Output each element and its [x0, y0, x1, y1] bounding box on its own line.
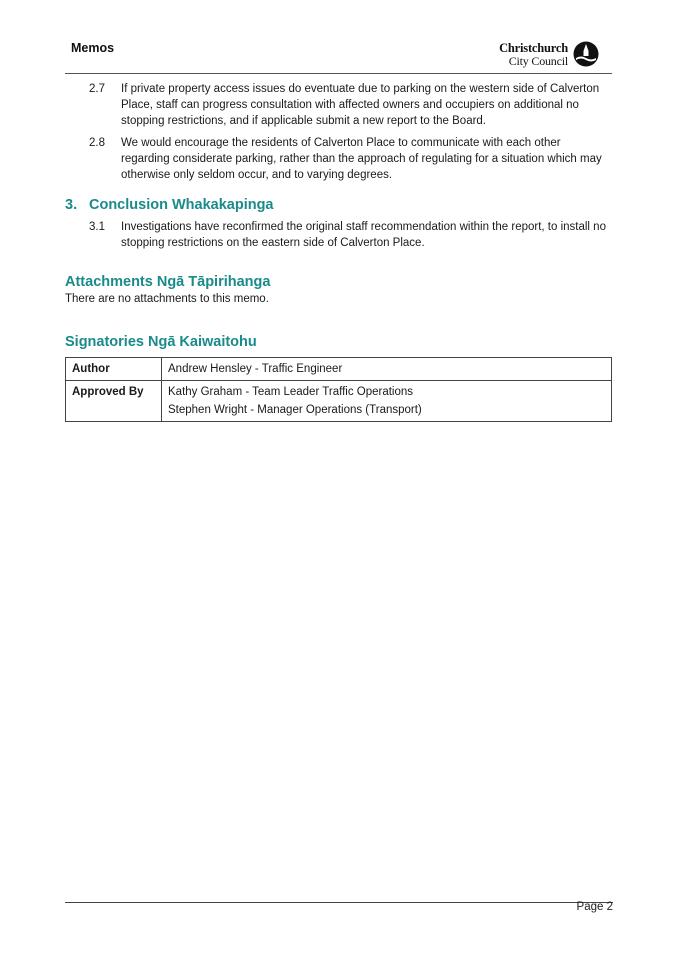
paragraph-number: 2.7 — [89, 83, 105, 95]
paragraph-number: 2.8 — [89, 137, 105, 149]
table-row — [66, 381, 612, 422]
paragraph-2-8 — [65, 135, 612, 183]
approver-1: Kathy Graham - Team Leader Traffic Operations — [168, 386, 414, 398]
header-rule — [65, 73, 612, 74]
paragraph-3-1 — [65, 219, 612, 251]
footer-rule — [65, 902, 613, 903]
cathedral-mark-icon — [573, 41, 599, 67]
council-logo — [497, 41, 601, 69]
author-label: Author — [66, 358, 162, 381]
attachments-text: There are no attachments to this memo. — [65, 293, 269, 305]
logo-text-line1: Christchurch — [499, 41, 568, 55]
attachments-heading: Attachments Ngā Tāpirihanga — [65, 274, 271, 290]
paragraph-text: We would encourage the residents of Calverton Place to communicate with each other regarding considerate parking, rather than the approach of regulating for a situation which may otherwise only seldom occur, and to varying degrees. — [121, 137, 602, 181]
conclusion-heading — [65, 197, 274, 213]
table-row — [66, 358, 612, 381]
paragraph-text: If private property access issues do eventuate due to parking on the western side of Calverton Place, staff can progress consultation with affected owners and occupiers on additional no stopping restrictions, and if applicable submit a new report to the Board. — [121, 83, 600, 127]
paragraph-number: 3.1 — [89, 221, 105, 233]
memo-header-title: Memos — [71, 41, 115, 55]
logo-text-line2: City Council — [508, 54, 568, 68]
paragraph-2-7 — [65, 81, 612, 129]
approver-2: Stephen Wright - Manager Operations (Transport) — [168, 404, 422, 416]
approved-label: Approved By — [66, 381, 162, 422]
approved-value — [162, 381, 612, 422]
section-title: Conclusion Whakakapinga — [89, 197, 274, 213]
author-value: Andrew Hensley - Traffic Engineer — [162, 358, 612, 381]
page-number: Page 2 — [576, 901, 613, 913]
section-number: 3. — [65, 197, 78, 213]
signatories-table — [65, 357, 612, 422]
paragraph-text: Investigations have reconfirmed the original staff recommendation within the report, to install no stopping restrictions on the eastern side of Calverton Place. — [121, 221, 606, 249]
signatories-heading: Signatories Ngā Kaiwaitohu — [65, 334, 257, 350]
